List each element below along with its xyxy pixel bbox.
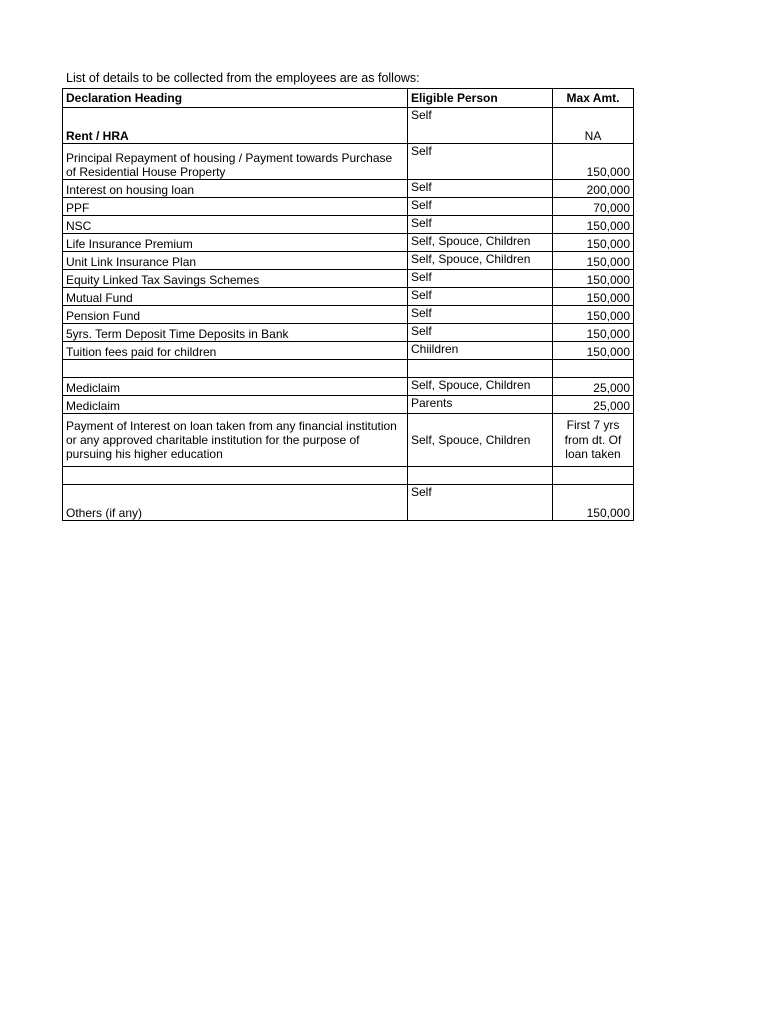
- table-row: [63, 324, 634, 342]
- table-row: [63, 414, 634, 467]
- table-row: [63, 378, 634, 396]
- row-eligible-person: Self: [408, 144, 553, 180]
- table-row-blank: [63, 467, 634, 485]
- row-heading: Unit Link Insurance Plan: [63, 252, 408, 270]
- row-eligible-person: Self: [408, 485, 553, 521]
- row-max-amount: 25,000: [553, 378, 634, 396]
- row-heading: Pension Fund: [63, 306, 408, 324]
- table-row-blank: [63, 360, 634, 378]
- row-heading: Tuition fees paid for children: [63, 342, 408, 360]
- row-heading: Principal Repayment of housing / Payment towards Purchase of Residential House Property: [63, 144, 408, 180]
- table-row: [63, 234, 634, 252]
- row-max-amount: 150,000: [553, 485, 634, 521]
- row-max-amount: NA: [553, 108, 634, 144]
- row-eligible-person: Self: [408, 270, 553, 288]
- row-eligible-person: Self: [408, 198, 553, 216]
- table-row: [63, 485, 634, 521]
- table-row: [63, 216, 634, 234]
- row-heading: Life Insurance Premium: [63, 234, 408, 252]
- table-row: [63, 198, 634, 216]
- table-row: [63, 252, 634, 270]
- row-eligible-person: Self: [408, 108, 553, 144]
- table-header-row: [63, 89, 634, 108]
- row-heading: Equity Linked Tax Savings Schemes: [63, 270, 408, 288]
- row-eligible-person: Self, Spouce, Children: [408, 414, 553, 467]
- row-heading: [63, 467, 408, 485]
- row-eligible-person: Self: [408, 324, 553, 342]
- row-max-amount: 150,000: [553, 144, 634, 180]
- row-max-amount: 150,000: [553, 288, 634, 306]
- table-row: [63, 342, 634, 360]
- row-max-amount: 150,000: [553, 306, 634, 324]
- row-eligible-person: Self: [408, 306, 553, 324]
- table-row: [63, 288, 634, 306]
- row-max-amount: 150,000: [553, 324, 634, 342]
- row-max-amount: 200,000: [553, 180, 634, 198]
- row-max-amount: 150,000: [553, 342, 634, 360]
- column-header-max-amount: Max Amt.: [553, 89, 634, 108]
- row-max-amount: 70,000: [553, 198, 634, 216]
- declaration-table: [62, 88, 634, 521]
- row-eligible-person: Self: [408, 288, 553, 306]
- row-max-amount: First 7 yrs from dt. Of loan taken: [553, 414, 634, 467]
- row-max-amount: 25,000: [553, 396, 634, 414]
- row-heading: Others (if any): [63, 485, 408, 521]
- row-eligible-person: Self, Spouce, Children: [408, 378, 553, 396]
- row-max-amount: 150,000: [553, 216, 634, 234]
- intro-text: List of details to be collected from the employees are as follows:: [66, 71, 420, 85]
- row-heading: [63, 360, 408, 378]
- row-eligible-person: [408, 467, 553, 485]
- row-heading: NSC: [63, 216, 408, 234]
- column-header-declaration-heading: Declaration Heading: [63, 89, 408, 108]
- row-eligible-person: Self: [408, 216, 553, 234]
- column-header-eligible-person: Eligible Person: [408, 89, 553, 108]
- table-row: [63, 144, 634, 180]
- table-row: [63, 306, 634, 324]
- row-eligible-person: Chiildren: [408, 342, 553, 360]
- row-max-amount: 150,000: [553, 234, 634, 252]
- row-heading: Rent / HRA: [63, 108, 408, 144]
- row-heading: 5yrs. Term Deposit Time Deposits in Bank: [63, 324, 408, 342]
- row-heading: PPF: [63, 198, 408, 216]
- row-heading: Mutual Fund: [63, 288, 408, 306]
- row-eligible-person: Self, Spouce, Children: [408, 252, 553, 270]
- row-heading: Interest on housing loan: [63, 180, 408, 198]
- table-row: [63, 270, 634, 288]
- row-heading: Mediclaim: [63, 396, 408, 414]
- row-eligible-person: Parents: [408, 396, 553, 414]
- row-heading: Mediclaim: [63, 378, 408, 396]
- row-eligible-person: Self, Spouce, Children: [408, 234, 553, 252]
- row-eligible-person: Self: [408, 180, 553, 198]
- table-row: [63, 396, 634, 414]
- row-max-amount: 150,000: [553, 270, 634, 288]
- row-max-amount: [553, 360, 634, 378]
- row-heading: Payment of Interest on loan taken from any financial institution or any approved charitable institution for the purpose of pursuing his higher education: [63, 414, 408, 467]
- row-max-amount: 150,000: [553, 252, 634, 270]
- table-row: [63, 180, 634, 198]
- row-eligible-person: [408, 360, 553, 378]
- table-row: [63, 108, 634, 144]
- row-max-amount: [553, 467, 634, 485]
